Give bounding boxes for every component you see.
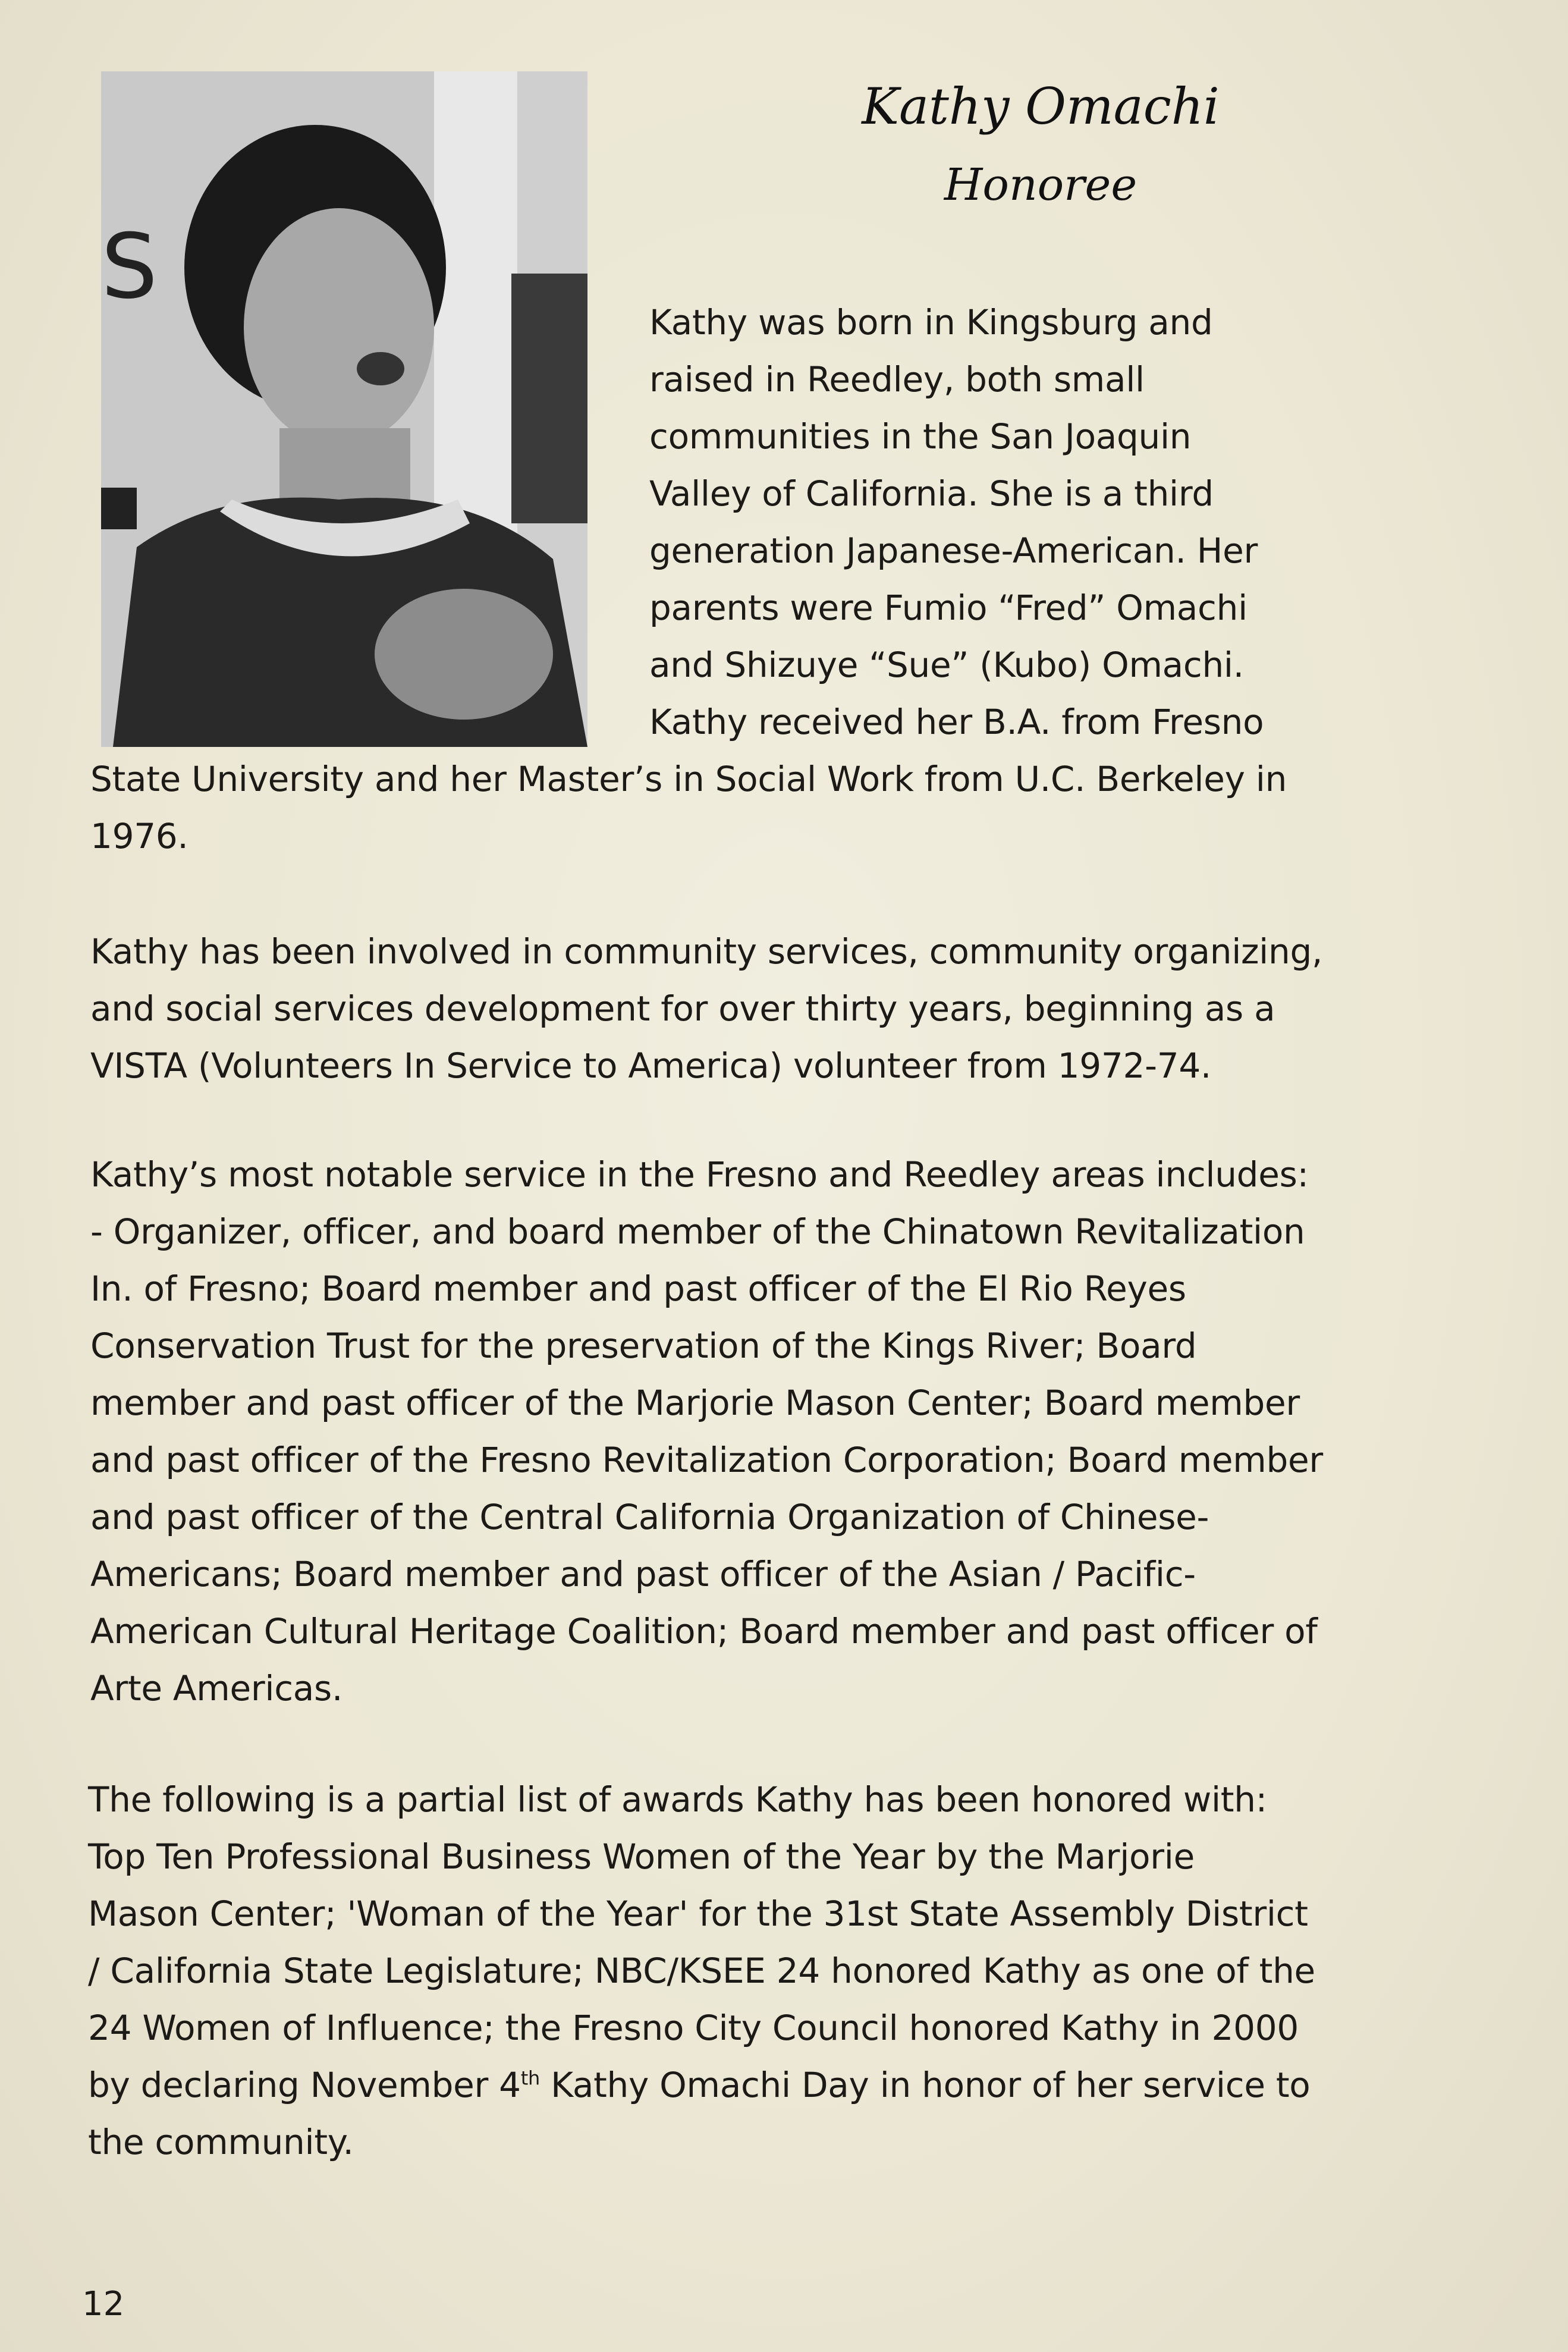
honoree-role: Honoree [944, 159, 1137, 211]
portrait-photo-icon [101, 71, 587, 747]
text-line: The following is a partial list of awards Kathy has been honored with: [88, 1779, 1267, 1820]
text-line: In. of Fresno; Board member and past officer of the El Rio Reyes [90, 1268, 1186, 1309]
text-line: Kathy was born in Kingsburg and [649, 302, 1213, 343]
text-line: and social services development for over thirty years, beginning as a [90, 988, 1275, 1029]
notable-service-paragraph [90, 1146, 1323, 1717]
text-line: Arte Americas. [90, 1668, 343, 1709]
text-line: - Organizer, officer, and board member of the Chinatown Revitalization [90, 1211, 1305, 1252]
text-line: generation Japanese-American. Her [649, 530, 1258, 571]
text-line [88, 2056, 1315, 2114]
portrait-photo [101, 71, 587, 747]
text-line: Mason Center; 'Woman of the Year' for the 31st State Assembly District [88, 1893, 1308, 1934]
text-line: Valley of California. She is a third [649, 473, 1214, 514]
bio-paragraph-beside-photo [649, 294, 1264, 750]
text-line: raised in Reedley, both small [649, 359, 1145, 400]
text-line: Kathy has been involved in community services, community organizing, [90, 931, 1323, 972]
text-line: Kathy’s most notable service in the Fresno and Reedley areas includes: [90, 1154, 1309, 1195]
community-services-paragraph [90, 923, 1322, 1094]
text-line: 24 Women of Influence; the Fresno City Council honored Kathy in 2000 [88, 2008, 1299, 2048]
text-line: member and past officer of the Marjorie Mason Center; Board member [90, 1383, 1300, 1423]
text-line: VISTA (Volunteers In Service to America) volunteer from 1972-74. [90, 1045, 1212, 1086]
text-line: / California State Legislature; NBC/KSEE 24 honored Kathy as one of the [88, 1951, 1315, 1991]
text-line: the community. [88, 2122, 354, 2162]
text-line: and past officer of the Fresno Revitalization Corporation; Board member [90, 1440, 1323, 1480]
text-line: Top Ten Professional Business Women of the Year by the Marjorie [88, 1836, 1195, 1877]
ordinal-suffix: th [520, 2067, 540, 2090]
text-line: parents were Fumio “Fred” Omachi [649, 588, 1248, 628]
text-line: Kathy received her B.A. from Fresno [649, 702, 1264, 742]
text-line: communities in the San Joaquin [649, 416, 1192, 457]
honoree-name: Kathy Omachi [862, 77, 1220, 136]
svg-text:S: S [101, 215, 158, 319]
page-number: 12 [82, 2285, 125, 2323]
text-line: 1976. [90, 816, 188, 856]
awards-paragraph [88, 1771, 1315, 2171]
text-line: Conservation Trust for the preservation of the Kings River; Board [90, 1326, 1197, 1366]
declaring-text: by declaring November 4 [88, 2065, 521, 2105]
text-line: State University and her Master’s in Social Work from U.C. Berkeley in [90, 759, 1287, 799]
text-line: American Cultural Heritage Coalition; Board member and past officer of [90, 1611, 1318, 1651]
text-line: Americans; Board member and past officer of the Asian / Pacific- [90, 1554, 1196, 1594]
declaring-text-rest: Kathy Omachi Day in honor of her service to [540, 2065, 1311, 2105]
text-line: and past officer of the Central California Organization of Chinese- [90, 1497, 1209, 1537]
text-line: and Shizuye “Sue” (Kubo) Omachi. [649, 645, 1244, 685]
bio-paragraph-below-photo [90, 750, 1287, 865]
